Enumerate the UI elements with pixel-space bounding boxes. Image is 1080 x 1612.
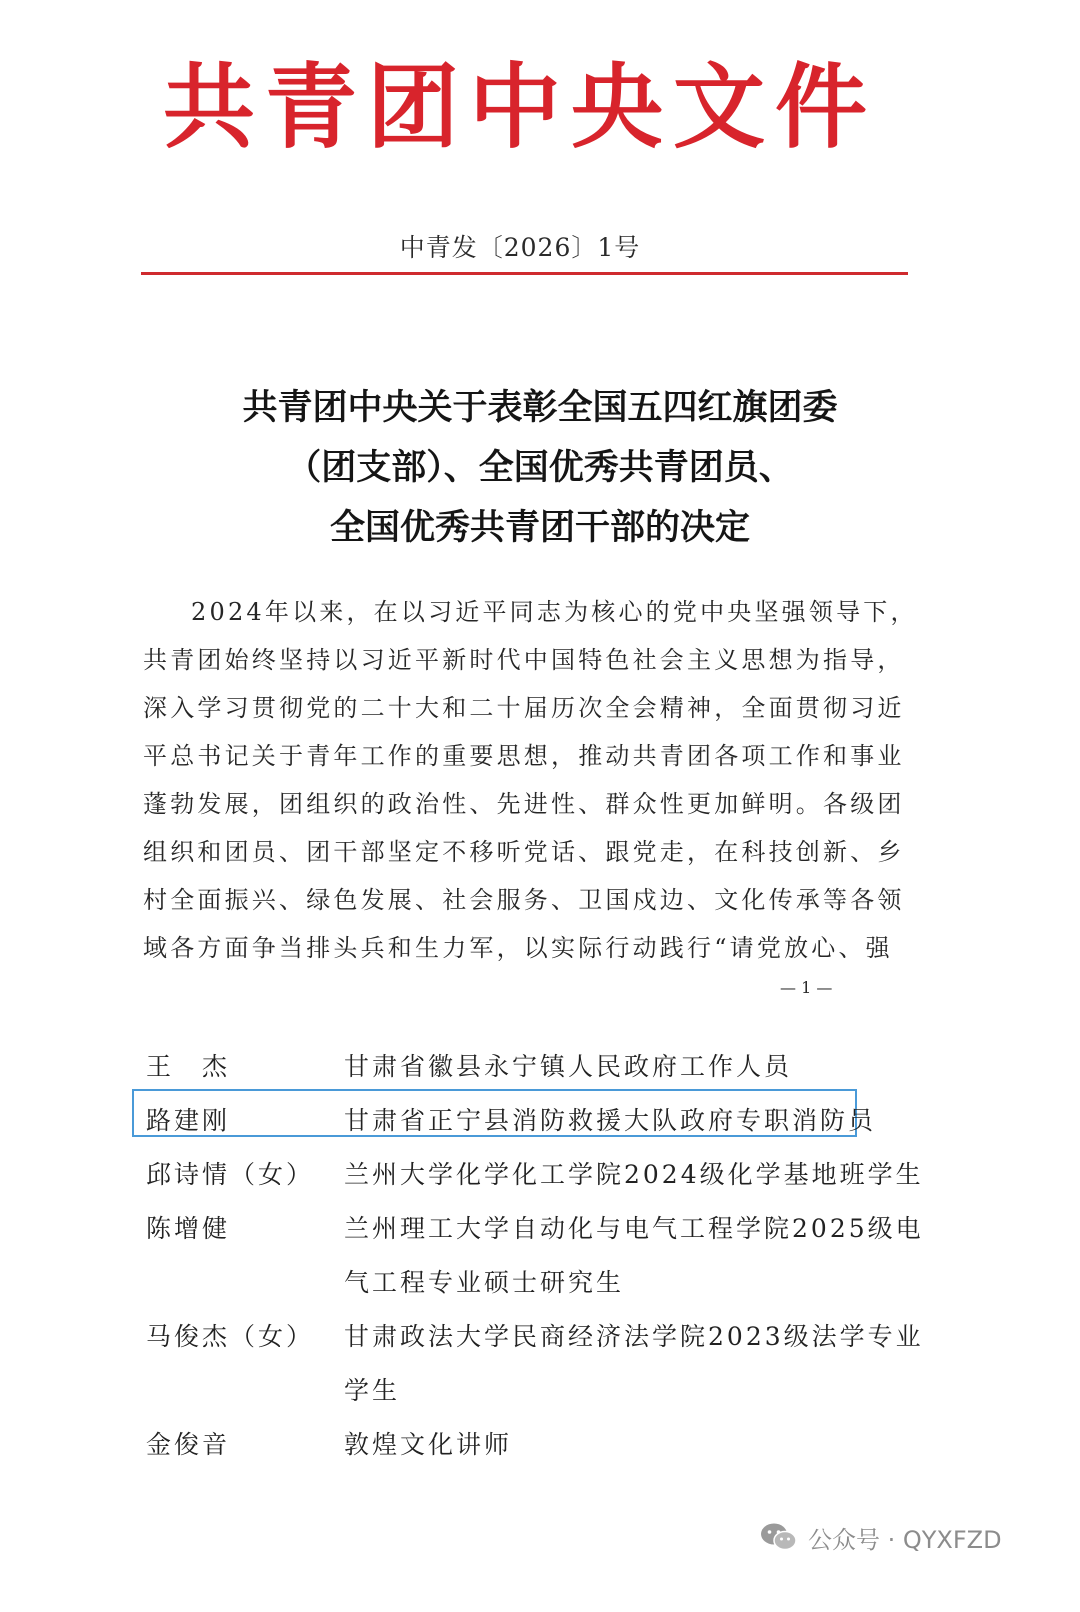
honoree-name: 马俊杰（女）	[146, 1322, 315, 1351]
honoree-description-line: 气工程专业硕士研究生	[344, 1268, 625, 1297]
honoree-description-line: 敦煌文化讲师	[344, 1430, 513, 1459]
honoree-description-line: 学生	[344, 1376, 401, 1405]
title-line: 共青团中央关于表彰全国五四红旗团委	[242, 387, 838, 428]
honoree-description	[344, 1094, 936, 1148]
honoree-description-line: 兰州理工大学自动化与电气工程学院2025级电	[344, 1214, 924, 1243]
document-number: 中青发〔2026〕1号	[399, 233, 641, 262]
page-number: — 1 —	[780, 978, 833, 997]
red-divider-line	[141, 272, 908, 275]
honoree-description	[344, 1202, 936, 1310]
title-line: 全国优秀共青团干部的决定	[329, 507, 750, 548]
honoree-description-line: 甘肃省正宁县消防救援大队政府专职消防员	[344, 1106, 877, 1135]
honoree-row	[146, 1040, 936, 1094]
honoree-description	[344, 1040, 936, 1094]
body-line: 共青团始终坚持以习近平新时代中国特色社会主义思想为指导，	[143, 646, 905, 674]
honoree-name: 王 杰	[146, 1052, 231, 1081]
title-line: （团支部）、全国优秀共青团员、	[286, 447, 794, 488]
document-header-title: 共青团中央文件	[162, 53, 877, 161]
honoree-description	[344, 1310, 936, 1418]
body-paragraph	[143, 588, 918, 972]
decision-title	[150, 378, 930, 558]
watermark-text: 公众号 · QYXFZD	[808, 1525, 1002, 1554]
honoree-description	[344, 1418, 936, 1472]
honoree-description	[344, 1148, 936, 1202]
body-line: 平总书记关于青年工作的重要思想，推动共青团各项工作和事业	[143, 742, 905, 770]
body-line: 村全面振兴、绿色发展、社会服务、卫国戍边、文化传承等各领	[143, 886, 905, 914]
honoree-row-highlighted	[146, 1094, 936, 1148]
body-line: 组织和团员、团干部坚定不移听党话、跟党走，在科技创新、乡	[143, 838, 905, 866]
wechat-watermark	[760, 1515, 1002, 1559]
honoree-name: 路建刚	[146, 1106, 231, 1135]
honoree-name: 金俊音	[146, 1430, 231, 1459]
honoree-row	[146, 1202, 936, 1310]
honoree-row	[146, 1148, 936, 1202]
body-line: 域各方面争当排头兵和生力军，以实际行动践行“请党放心、强	[143, 934, 893, 962]
honoree-row	[146, 1418, 936, 1472]
wechat-icon	[760, 1522, 798, 1552]
body-line: 2024年以来，在以习近平同志为核心的党中央坚强领导下，	[191, 598, 918, 626]
honoree-name: 陈增健	[146, 1214, 231, 1243]
honoree-description-line: 甘肃政法大学民商经济法学院2023级法学专业	[344, 1322, 924, 1351]
body-line: 蓬勃发展，团组织的政治性、先进性、群众性更加鲜明。各级团	[143, 790, 905, 818]
honoree-description-line: 甘肃省徽县永宁镇人民政府工作人员	[344, 1052, 793, 1081]
honoree-name: 邱诗情（女）	[146, 1160, 315, 1189]
body-line: 深入学习贯彻党的二十大和二十届历次全会精神，全面贯彻习近	[143, 694, 905, 722]
honoree-description-line: 兰州大学化学化工学院2024级化学基地班学生	[344, 1160, 924, 1189]
honoree-list	[146, 1040, 936, 1472]
honoree-row	[146, 1310, 936, 1418]
